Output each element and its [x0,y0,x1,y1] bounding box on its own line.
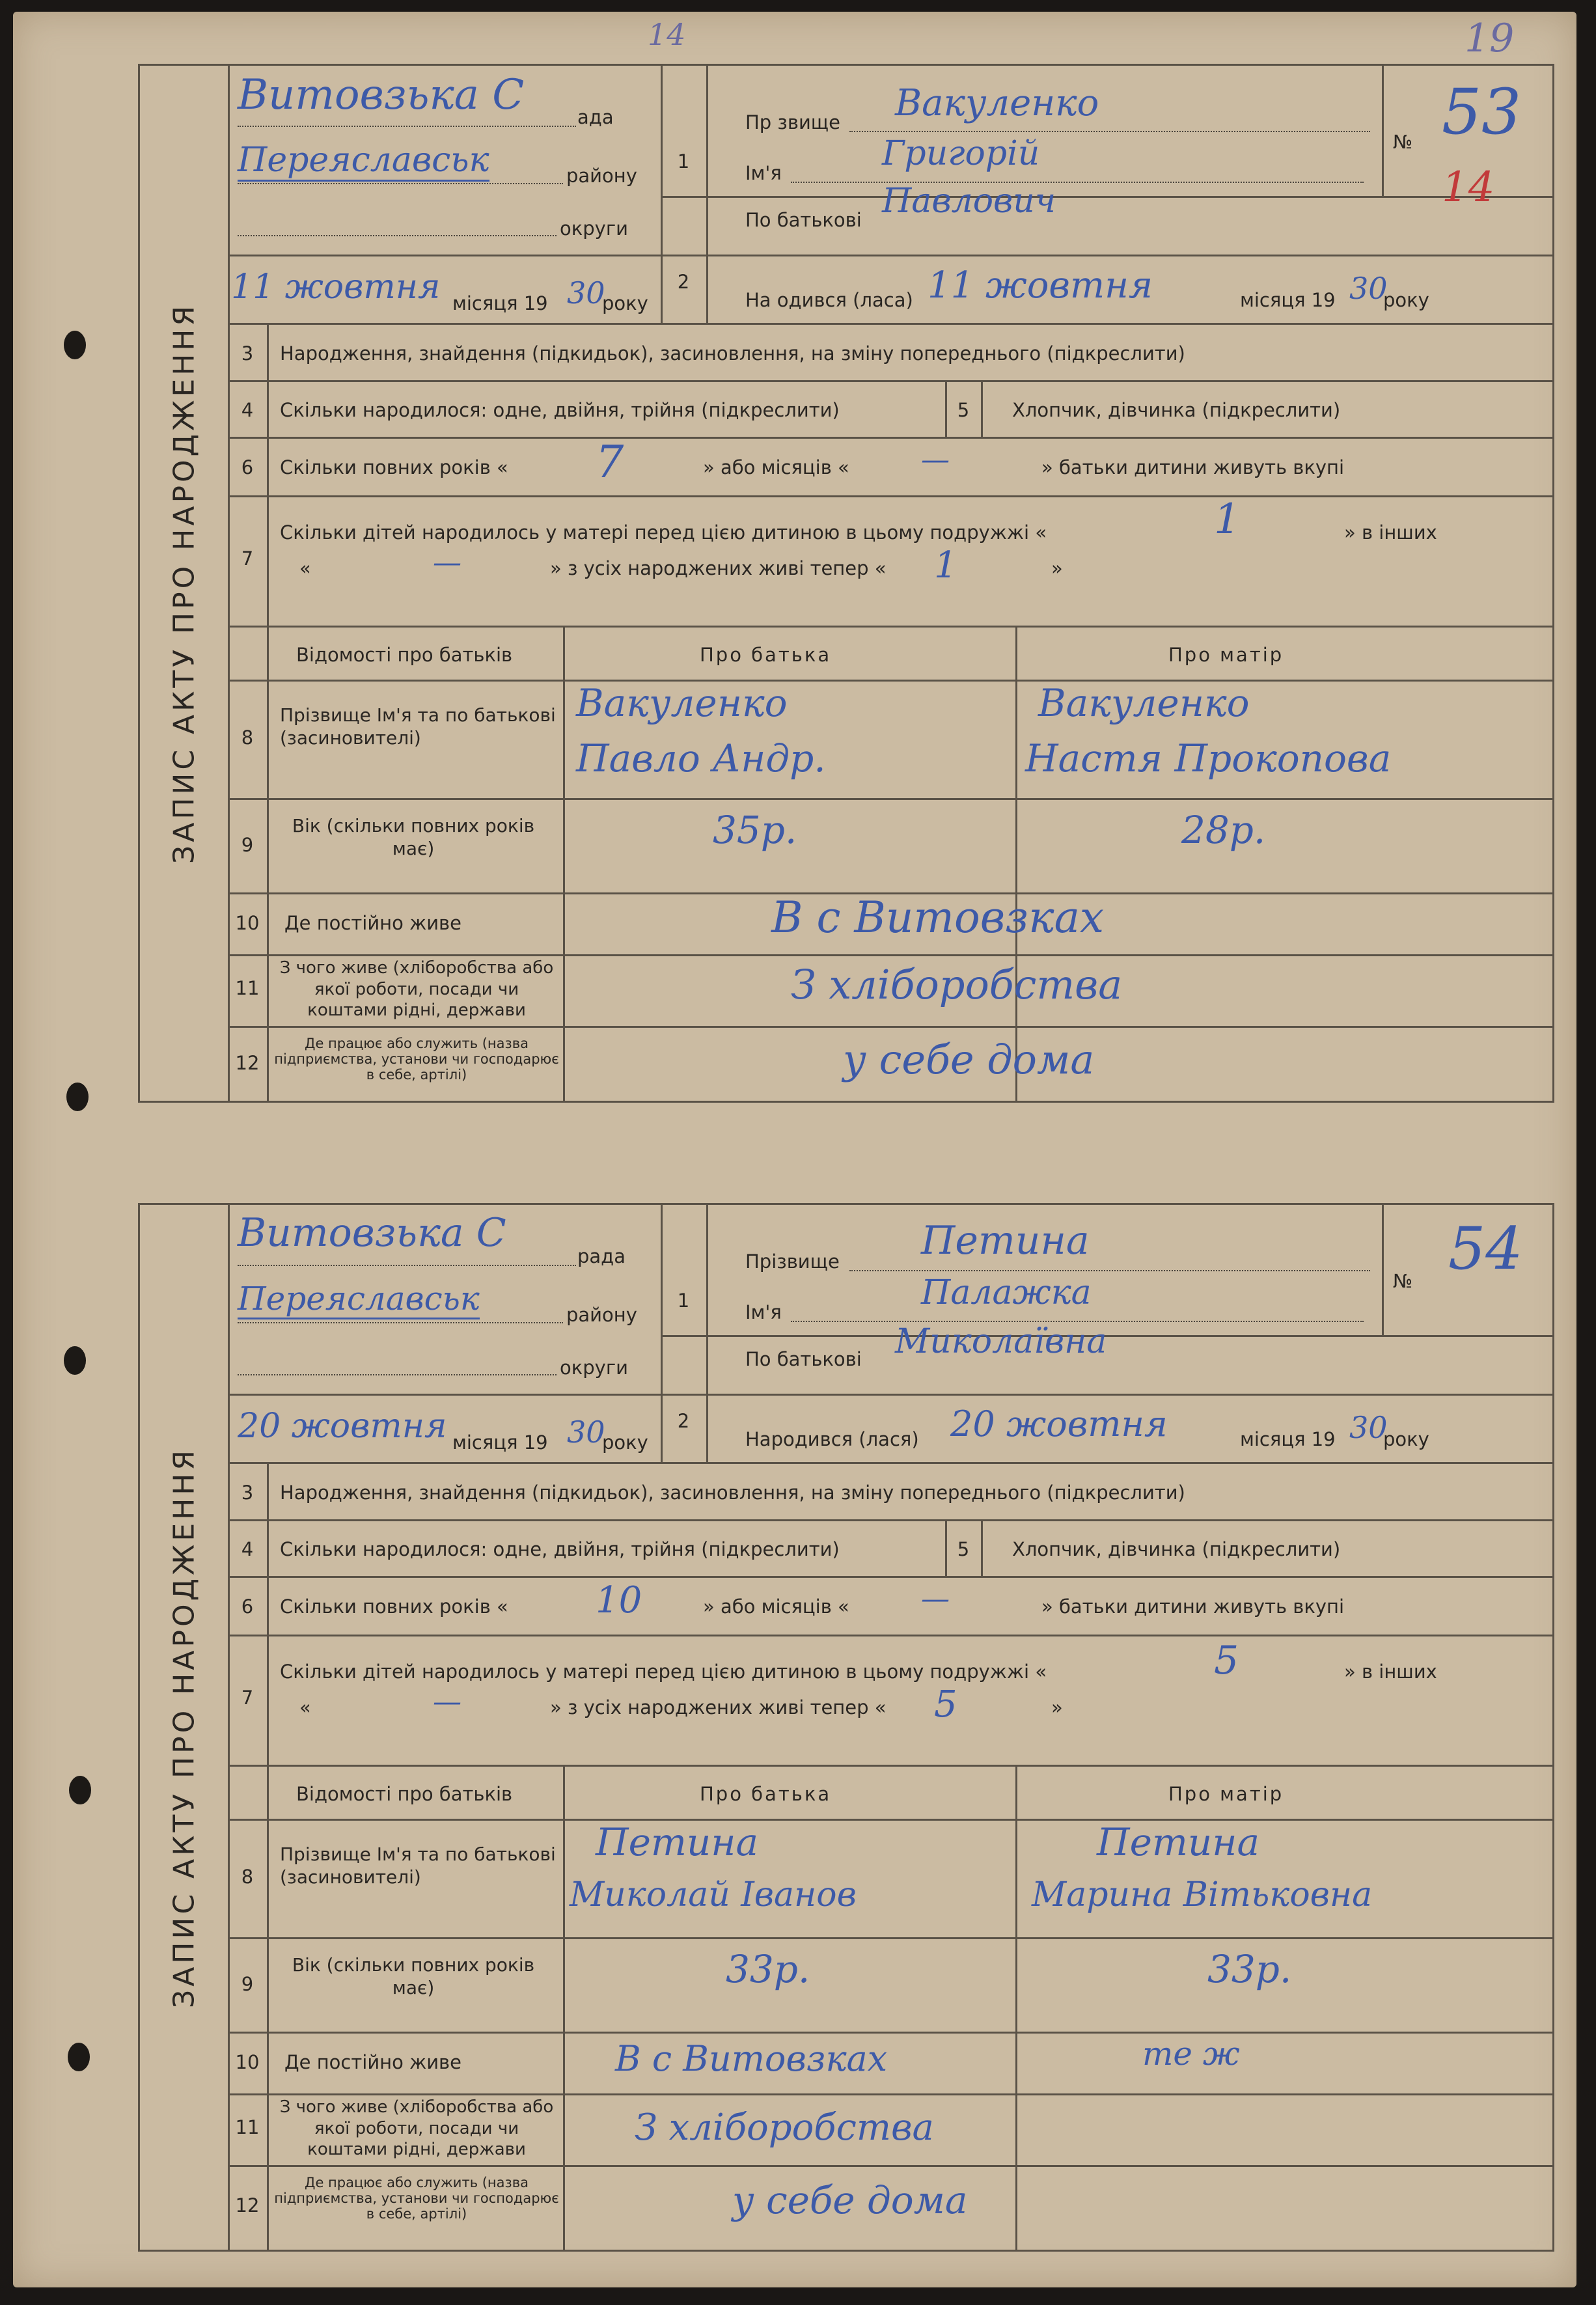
father-name: Павло Андр. [576,736,826,780]
father-header: Про батька [700,644,832,666]
page-number-top: 14 [648,17,686,52]
birth-record-form [138,64,1554,1103]
row10-label: Де постійно живе [284,2051,461,2073]
year-label: року [602,1431,648,1454]
mother-age: 28р. [1181,808,1266,852]
okrugy-label: округи [560,1357,628,1379]
surname-label: Пр звище [745,111,840,133]
row-number: 4 [241,1538,254,1560]
row-number: 12 [235,1052,260,1074]
row12-label: Де працює або служить (назва підприємства, установи чи господарює в себе, артілі) [274,2175,559,2222]
row-number: 8 [241,726,254,749]
info-header: Відомості про батьків [296,1783,513,1805]
row-number: 7 [241,547,254,570]
rayon-label: району [566,165,637,187]
row-number: 8 [241,1866,254,1888]
punch-hole [66,1083,89,1111]
row-number: 3 [241,342,254,365]
record-date-value: 20 жовтня [238,1407,447,1446]
row-number: 1 [677,1290,690,1312]
birth-record-form [138,1203,1554,2252]
row7-label-d: » з усіх народжених живі тепер « [550,557,887,579]
year-value: 30 [567,275,605,311]
row7-label-a: Скільки дітей народилось у матері перед цією дитиною в цьому подружжі « [280,1661,1047,1683]
rada-value: Витовзька С [238,1210,506,1256]
mother-header: Про матір [1168,1783,1284,1805]
row-number: 5 [957,1538,970,1560]
record-number: 53 [1442,76,1522,148]
mother-name: Настя Прокопова [1025,736,1392,780]
row8-label: Прізвище Ім'я та по батькові (засиновителі) [280,1843,556,1888]
father-surname: Петина [596,1820,759,1864]
months-together-value: — [921,443,950,476]
name-value: Григорій [882,134,1040,173]
father-header: Про батька [700,1783,832,1805]
punch-hole [68,2043,90,2071]
father-age: 33р. [726,1947,810,1991]
row9-label: Вік (скільки повних років має) [292,815,535,859]
mother-name: Марина Вітьковна [1032,1875,1373,1914]
children-before-value: 1 [1214,495,1241,544]
patronymic-value: Миколаївна [895,1322,1107,1361]
punch-hole [64,1346,86,1375]
surname-value: Петина [921,1218,1090,1263]
year-value: 30 [567,1415,605,1450]
children-other-value: — [433,1685,461,1718]
number-label: № [1393,131,1413,153]
name-value: Палажка [921,1273,1092,1312]
row7-label-c: « [299,1696,311,1718]
name-label: Ім'я [745,1301,782,1323]
row6-label-b: » або місяців « [703,1595,849,1618]
children-other-value: — [433,546,461,579]
row-number: 2 [677,1410,690,1432]
born-month-label: місяця 19 [1240,289,1336,311]
workplace-value: у себе дома [843,1036,1095,1083]
occupation-value: З хліборобства [791,961,1123,1008]
number-label: № [1393,1270,1413,1292]
father-name: Миколай Іванов [570,1875,857,1914]
row7-label-b: » в інших [1344,1661,1437,1683]
row-number: 2 [677,271,690,293]
row-number: 10 [235,912,260,934]
children-before-value: 5 [1214,1638,1239,1683]
born-label: Народився (лася) [745,1428,919,1450]
row-number: 3 [241,1482,254,1504]
born-year-value: 30 [1349,271,1388,306]
row-number: 9 [241,1973,254,1995]
row11-label: З чого живе (хліборобства або якої роботи, посади чи коштами рідні, держави [279,2097,554,2159]
rada-label: рада [577,1245,626,1267]
row8-label: Прізвище Ім'я та по батькові (засиновителі) [280,704,556,749]
row-number: 7 [241,1687,254,1709]
born-year-value: 30 [1349,1410,1388,1445]
row10-label: Де постійно живе [284,912,461,934]
row5-label: Хлопчик, дівчинка (підкреслити) [1012,399,1341,421]
born-date-value: 20 жовтня [950,1403,1168,1444]
name-label: Ім'я [745,162,782,184]
patronymic-value: Павлович [882,182,1056,221]
row3-label: Народження, знайдення (підкидьок), засиновлення, на зміну попереднього (підкреслити) [280,1482,1185,1504]
row6-label-a: Скільки повних років « [280,1595,508,1618]
patronymic-label: По батькові [745,1348,862,1370]
occupation-value: З хліборобства [635,2106,934,2149]
form-title: ЗАПИС АКТУ ПРО НАРОДЖЕННЯ [167,1446,200,2008]
rayon-value: Переяславськ [238,1280,480,1319]
born-label: На одився (ласа) [745,289,913,311]
row-number: 6 [241,1595,254,1618]
row-number: 11 [235,2116,260,2138]
rada-value: Витовзька С [238,71,525,119]
year-label: року [602,292,648,314]
row-number: 10 [235,2051,260,2073]
children-alive-value: 5 [934,1683,957,1726]
row11-label: З чого живе (хліборобства або якої роботи, посади чи коштами рідні, держави [279,958,554,1020]
row4-label: Скільки народилося: одне, двійня, трійня (підкреслити) [280,399,840,421]
row-number: 9 [241,834,254,856]
row-number: 11 [235,977,260,999]
row3-label: Народження, знайдення (підкидьок), засиновлення, на зміну попереднього (підкреслити) [280,342,1185,365]
residence-value: В с Витовзках [615,2038,888,2079]
row-number: 1 [677,150,690,173]
surname-value: Вакуленко [895,82,1099,124]
mother-age: 33р. [1207,1947,1292,1991]
row4-label: Скільки народилося: одне, двійня, трійня (підкреслити) [280,1538,840,1560]
surname-label: Прізвище [745,1250,840,1273]
record-number: 54 [1448,1215,1523,1283]
row7-label-a: Скільки дітей народилось у матері перед цією дитиною в цьому подружжі « [280,521,1047,544]
row6-label-a: Скільки повних років « [280,456,508,478]
record-date-value: 11 жовтня [231,268,441,307]
father-age: 35р. [713,808,797,852]
okrugy-label: округи [560,217,628,240]
rayon-value: Переяславськ [238,141,489,182]
record-number-red: 14 [1442,163,1495,212]
row6-label-c: » батьки дитини живуть вкупі [1041,456,1345,478]
form-sidebar [140,1205,230,2250]
punch-hole [69,1776,91,1804]
born-month-label: місяця 19 [1240,1428,1336,1450]
residence-mother-value: те ж [1142,2035,1240,2073]
row-number: 5 [957,399,970,421]
row-number: 4 [241,399,254,421]
row7-label-b: » в інших [1344,521,1437,544]
mother-surname: Петина [1097,1820,1260,1864]
months-together-value: — [921,1582,950,1616]
row7-label-e: » [1051,1696,1063,1718]
children-alive-value: 1 [934,544,957,587]
row-number: 6 [241,456,254,478]
father-surname: Вакуленко [576,681,788,725]
row7-label-c: « [299,557,311,579]
rada-label: ада [577,106,614,128]
row7-label-d: » з усіх народжених живі тепер « [550,1696,887,1718]
patronymic-label: По батькові [745,209,862,231]
form-title: ЗАПИС АКТУ ПРО НАРОДЖЕННЯ [167,303,200,864]
row6-label-c: » батьки дитини живуть вкупі [1041,1595,1345,1618]
born-year-label: року [1383,1428,1429,1450]
mother-header: Про матір [1168,644,1284,666]
born-date-value: 11 жовтня [928,264,1153,307]
month-label: місяця 19 [452,1431,548,1454]
years-together-value: 7 [596,437,624,488]
years-together-value: 10 [596,1579,642,1622]
residence-value: В с Витовзках [771,892,1105,943]
mother-surname: Вакуленко [1038,681,1250,725]
row5-label: Хлопчик, дівчинка (підкреслити) [1012,1538,1341,1560]
punch-hole [64,331,86,359]
info-header: Відомості про батьків [296,644,513,666]
born-year-label: року [1383,289,1429,311]
row9-label: Вік (скільки повних років має) [292,1954,535,1998]
workplace-value: у себе дома [732,2178,968,2222]
row6-label-b: » або місяців « [703,456,849,478]
page-number-corner: 19 [1465,16,1515,61]
document-page [13,12,1576,2287]
row-number: 12 [235,2194,260,2216]
form-sidebar [140,66,230,1101]
row7-label-e: » [1051,557,1063,579]
rayon-label: району [566,1304,637,1326]
month-label: місяця 19 [452,292,548,314]
row12-label: Де працює або служить (назва підприємства, установи чи господарює в себе, артілі) [274,1036,559,1083]
